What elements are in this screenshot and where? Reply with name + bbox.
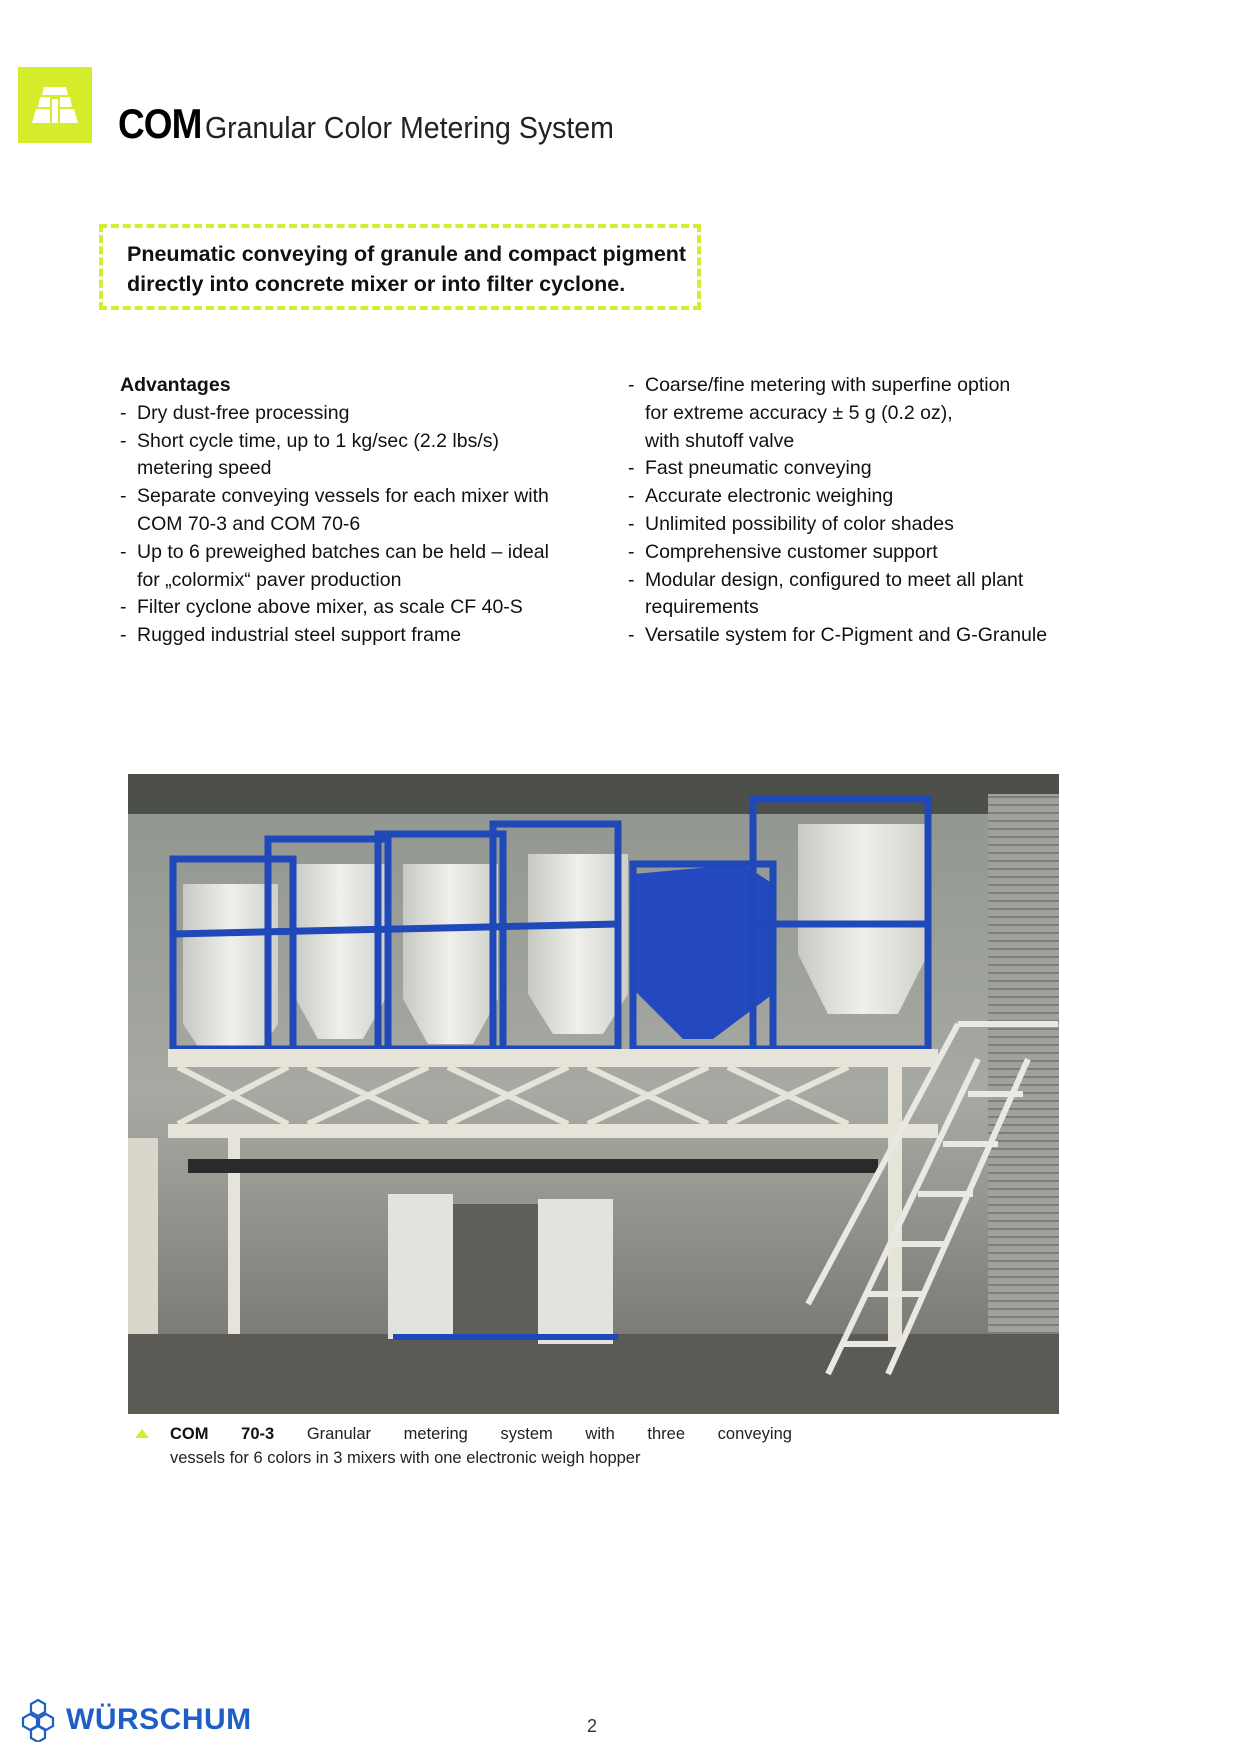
advantages-left-column	[120, 372, 590, 650]
list-item-continuation: for extreme accuracy ± 5 g (0.2 oz),	[645, 401, 953, 424]
list-item-continuation: requirements	[645, 596, 759, 619]
brand-logo-square	[18, 67, 92, 143]
page-title	[118, 100, 650, 148]
product-photo	[128, 774, 1059, 1414]
triangle-marker-icon	[135, 1429, 149, 1438]
list-item: - Unlimited possibility of color shades	[628, 512, 954, 535]
caption-line: vessels for 6 colors in 3 mixers with one electronic weigh hopper	[170, 1449, 641, 1467]
caption-line: COM 70-3 Granular metering system with three conveying	[170, 1425, 792, 1443]
list-item-continuation: metering speed	[137, 457, 272, 480]
callout-box	[99, 224, 701, 310]
list-item: - Coarse/fine metering with superfine option	[628, 374, 1011, 396]
product-subtitle: Granular Color Metering System	[205, 110, 615, 145]
list-item: - Versatile system for C-Pigment and G-Granule	[628, 624, 1048, 647]
footer-brand	[18, 1698, 252, 1742]
list-item: - Short cycle time, up to 1 kg/sec (2.2 lbs/s)	[120, 429, 499, 452]
list-item: - Rugged industrial steel support frame	[120, 624, 462, 647]
hexagon-logo-icon	[18, 1698, 58, 1742]
list-item: - Up to 6 preweighed batches can be held – ideal	[120, 540, 549, 563]
control-cabinet	[388, 1194, 453, 1339]
list-item: - Dry dust-free processing	[120, 401, 350, 424]
list-item: - Separate conveying vessels for each mixer with	[120, 485, 549, 508]
page-number: 2	[587, 1716, 598, 1736]
list-item: - Accurate electronic weighing	[628, 485, 894, 508]
pyramid-icon	[30, 83, 80, 127]
list-item: - Fast pneumatic conveying	[628, 457, 872, 480]
brand-name: WÜRSCHUM	[66, 1703, 252, 1736]
callout-line: directly into concrete mixer or into filter cyclone.	[127, 272, 626, 296]
list-item: - Modular design, configured to meet all plant	[628, 568, 1024, 591]
list-item: - Filter cyclone above mixer, as scale CF 40-S	[120, 596, 523, 619]
advantages-heading: Advantages	[120, 374, 231, 396]
product-code: COM	[118, 100, 202, 147]
advantages-right-column	[628, 372, 1098, 650]
list-item-continuation: with shutoff valve	[645, 429, 795, 452]
list-item-continuation: for „colormix“ paver production	[137, 568, 402, 591]
control-cabinet	[538, 1199, 613, 1344]
callout-line: Pneumatic conveying of granule and compact pigment	[127, 242, 687, 266]
list-item: - Comprehensive customer support	[628, 540, 938, 563]
list-item-continuation: COM 70-3 and COM 70-6	[137, 512, 361, 535]
